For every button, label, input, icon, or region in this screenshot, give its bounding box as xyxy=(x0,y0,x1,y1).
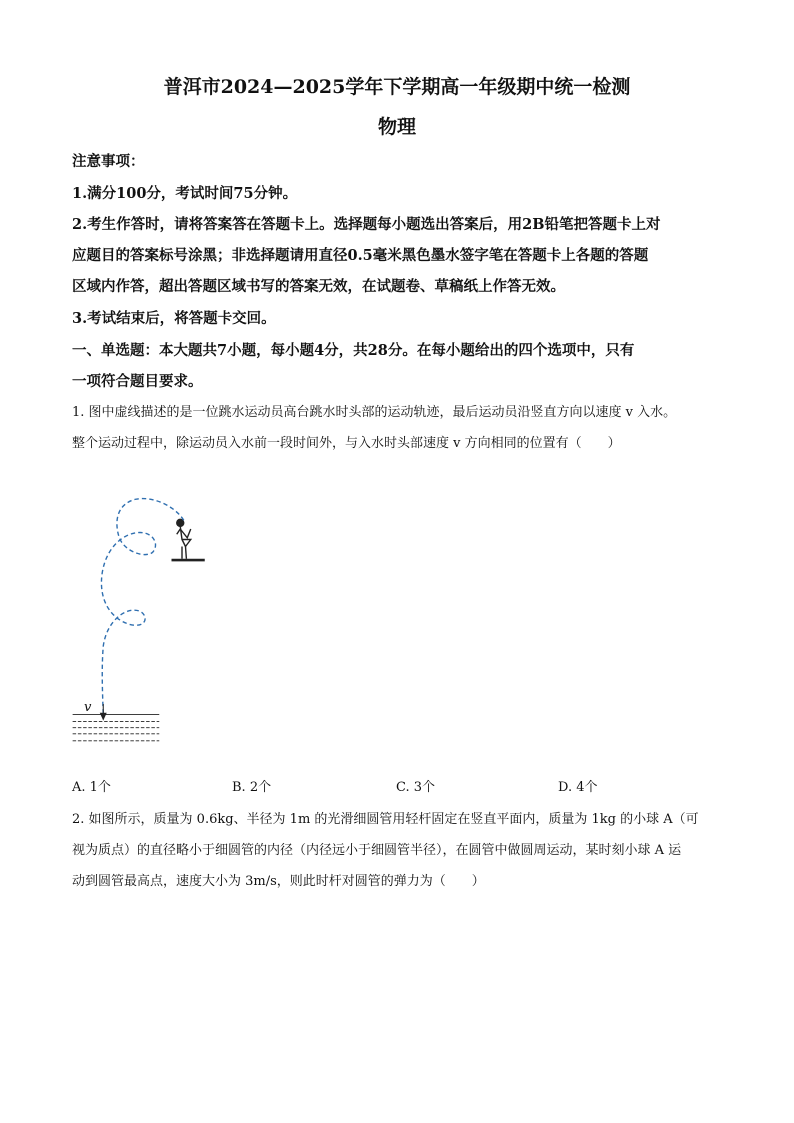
question-2-line-3: 动到圆管最高点，速度大小为 3m/s，则此时杆对圆管的弹力为（ ） xyxy=(72,874,485,889)
diving-platform xyxy=(172,559,205,562)
section-heading-line-1: 一、单选题：本大题共7小题，每小题4分，共28分。在每小题给出的四个选项中，只有 xyxy=(72,342,635,359)
notes-line-2a: 2.考生作答时，请将答案答在答题卡上。选择题每小题选出答案后，用2B铅笔把答题卡上对 xyxy=(72,216,661,233)
diver-trajectory-figure xyxy=(70,470,210,770)
question-1-line-1: 1. 图中虚线描述的是一位跳水运动员高台跳水时头部的运动轨迹，最后运动员沿竖直方向以速度 v 入水。 xyxy=(72,405,677,420)
notes-line-1: 1.满分100分，考试时间75分钟。 xyxy=(72,185,298,202)
head-trajectory xyxy=(101,499,183,715)
diver-icon xyxy=(177,519,191,558)
question-1-line-2: 整个运动过程中，除运动员入水前一段时间外，与入水时头部速度 v 方向相同的位置有（ ） xyxy=(72,436,621,451)
question-2-line-2: 视为质点）的直径略小于细圆管的内径（内径远小于细圆管半径），在圆管中做圆周运动，某时刻小球 A 运 xyxy=(72,843,682,858)
notes-line-2c: 区域内作答，超出答题区域书写的答案无效，在试题卷、草稿纸上作答无效。 xyxy=(72,278,565,295)
notes-line-3: 3.考试结束后，将答题卡交回。 xyxy=(72,310,276,327)
velocity-arrow xyxy=(100,704,107,721)
question-1-option-d: D. 4个 xyxy=(558,780,598,795)
question-1-option-a: A. 1个 xyxy=(72,780,111,795)
exam-subject: 物理 xyxy=(377,116,416,138)
section-heading-line-2: 一项符合题目要求。 xyxy=(72,373,203,390)
velocity-label: v xyxy=(84,700,92,715)
water-surface xyxy=(73,715,160,741)
question-2-line-1: 2. 如图所示，质量为 0.6kg、半径为 1m 的光滑细圆管用轻杆固定在竖直平面内，质量为 1kg 的小球 A（可 xyxy=(72,812,699,827)
exam-title: 普洱市2024—2025学年下学期高一年级期中统一检测 xyxy=(163,76,631,98)
question-1-option-c: C. 3个 xyxy=(396,780,436,795)
question-1-option-b: B. 2个 xyxy=(232,780,272,795)
notes-line-2b: 应题目的答案标号涂黑；非选择题请用直径0.5毫米黑色墨水签字笔在答题卡上各题的答题 xyxy=(72,247,649,264)
notes-heading: 注意事项： xyxy=(72,153,145,170)
